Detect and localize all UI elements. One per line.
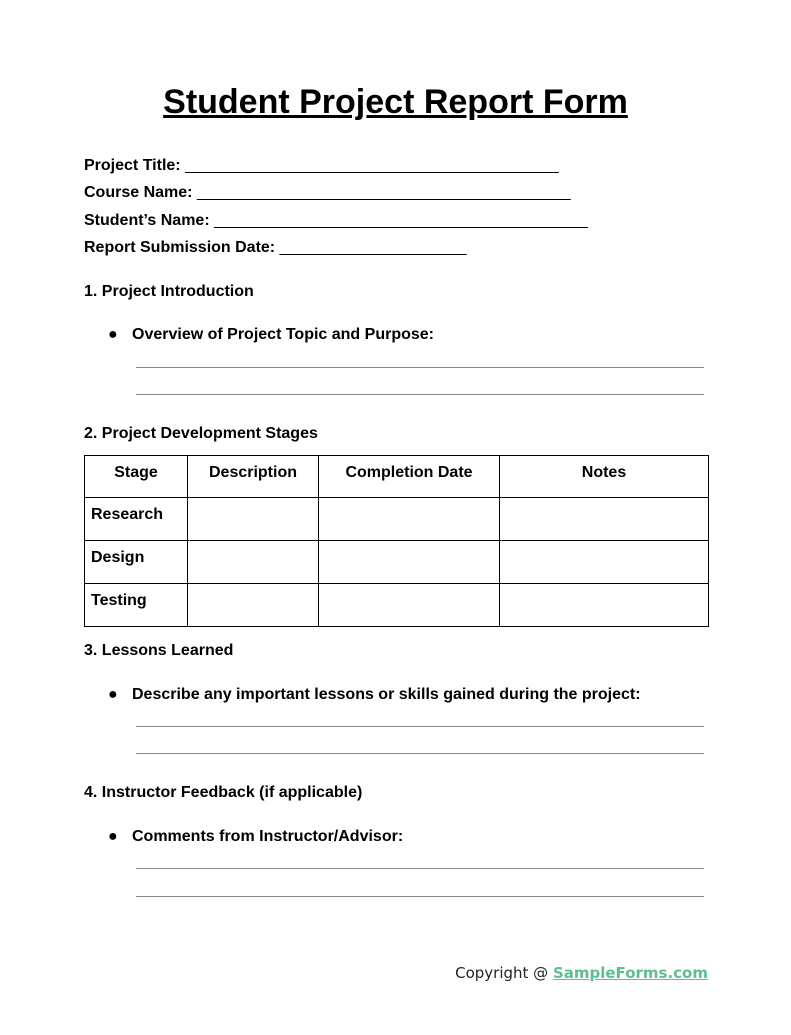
section-heading: 1. Project Introduction: [84, 283, 254, 300]
col-header: Notes: [500, 456, 709, 498]
section-heading: 2. Project Development Stages: [84, 425, 318, 442]
col-header: Completion Date: [319, 456, 500, 498]
section-heading: 3. Lessons Learned: [84, 642, 234, 659]
bullet-item: ● Comments from Instructor/Advisor:: [108, 828, 404, 845]
col-header: Description: [188, 456, 319, 498]
bullet-item: ● Describe any important lessons or skills gained during the project:: [108, 686, 641, 703]
answer-line[interactable]: [136, 726, 704, 727]
stages-table: [84, 455, 709, 627]
sampleforms-link[interactable]: SampleForms.com: [552, 964, 708, 982]
footer-copyright: Copyright @ SampleForms.com: [455, 964, 708, 982]
section-heading: 4. Instructor Feedback (if applicable): [84, 784, 363, 801]
project-title-field[interactable]: Project Title: __________________________________________: [84, 157, 559, 174]
answer-line[interactable]: [136, 394, 704, 395]
page-title: Student Project Report Form: [163, 83, 628, 121]
submission-date-field[interactable]: Report Submission Date: _____________________: [84, 239, 467, 256]
answer-line[interactable]: [136, 367, 704, 368]
course-name-field[interactable]: Course Name: __________________________________________: [84, 184, 571, 201]
table-row: Testing: [85, 584, 709, 627]
table-row: Design: [85, 541, 709, 584]
table-row: Research: [85, 498, 709, 541]
answer-line[interactable]: [136, 896, 704, 897]
bullet-item: ● Overview of Project Topic and Purpose:: [108, 326, 434, 343]
answer-line[interactable]: [136, 753, 704, 754]
col-header: Stage: [85, 456, 188, 498]
student-name-field[interactable]: Student’s Name: __________________________________________: [84, 212, 588, 229]
answer-line[interactable]: [136, 868, 704, 869]
